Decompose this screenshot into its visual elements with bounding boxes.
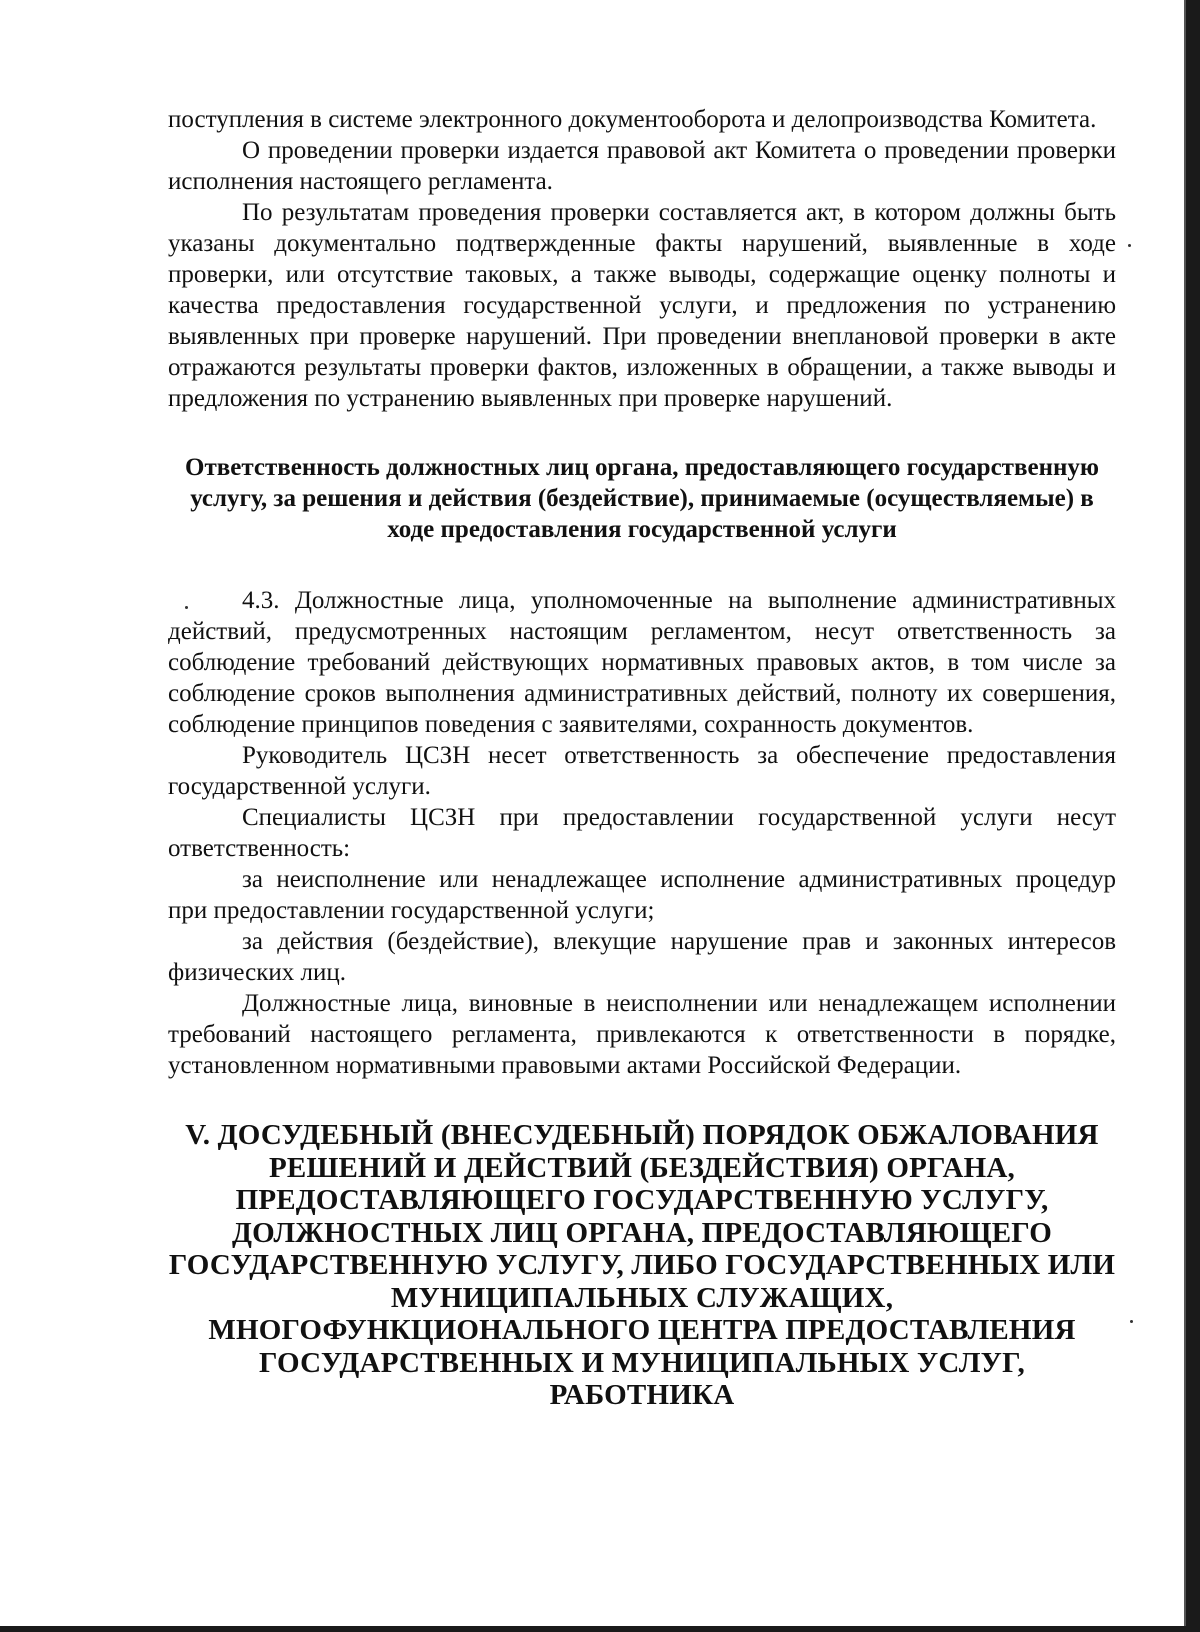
section-title: V. ДОСУДЕБНЫЙ (ВНЕСУДЕБНЫЙ) ПОРЯДОК ОБЖАЛОВАНИЯ РЕШЕНИЙ И ДЕЙСТВИЙ (БЕЗДЕЙСТВИЯ) ОРГАНА, ПРЕДОСТАВЛЯЮЩЕГО ГОСУДАРСТВЕННУЮ УСЛУГУ, ДОЛЖНОСТНЫХ ЛИЦ ОРГАНА, ПРЕДОСТАВЛЯЮЩЕГО ГОСУДАРСТВЕННУЮ УСЛУГУ, ЛИБО ГОСУДАРСТВЕННЫХ ИЛИ МУНИЦИПАЛЬНЫХ СЛУЖАЩИХ, МНОГОФУНКЦИОНАЛЬНОГО ЦЕНТРА ПРЕДОСТАВЛЕНИЯ ГОСУДАРСТВЕННЫХ И МУНИЦИПАЛЬНЫХ УСЛУГ, РАБОТНИКА [168, 1119, 1116, 1411]
intro-paragraph: поступления в системе электронного документооборота и делопроизводства Комитета. [168, 106, 1097, 133]
scan-speck [1130, 1320, 1133, 1323]
document-page [168, 104, 1116, 1412]
scan-speck [185, 606, 188, 609]
body-paragraph: за действия (бездействие), влекущие нарушение прав и законных интересов физических лиц. [168, 928, 1116, 986]
subsection-heading: Ответственность должностных лиц органа, предоставляющего государственную услугу, за решения и действия (бездействие), принимаемые (осуществляемые) в ходе предоставления государственной услуги [185, 454, 1099, 543]
intro-paragraph: О проведении проверки издается правовой акт Комитета о проведении проверки исполнения настоящего регламента. [168, 137, 1116, 195]
scan-speck [1128, 244, 1131, 247]
body-paragraph: 4.3. Должностные лица, уполномоченные на выполнение административных действий, предусмотренных настоящим регламентом, несут ответственность за соблюдение требований действующих нормативных правовых актов, в том числе за соблюдение сроков выполнения административных действий, полноту их совершения, соблюдение принципов поведения с заявителями, сохранность документов. [168, 587, 1116, 738]
scan-border [1186, 0, 1200, 1632]
scan-border [0, 1626, 1200, 1632]
intro-paragraph: По результатам проведения проверки составляется акт, в котором должны быть указаны документально подтвержденные факты нарушений, выявленные в ходе проверки, или отсутствие таковых, а также выводы, содержащие оценку полноты и качества предоставления государственной услуги, и предложения по устранению выявленных при проверке нарушений. При проведении внеплановой проверки в акте отражаются результаты проверки фактов, изложенных в обращении, а также выводы и предложения по устранению выявленных при проверке нарушений. [168, 199, 1116, 412]
body-paragraph: Специалисты ЦСЗН при предоставлении государственной услуги несут ответственность: [168, 804, 1116, 862]
body-paragraph: Руководитель ЦСЗН несет ответственность за обеспечение предоставления государственной услуги. [168, 742, 1116, 800]
body-paragraph: за неисполнение или ненадлежащее исполнение административных процедур при предоставлении государственной услуги; [168, 866, 1116, 924]
body-paragraph: Должностные лица, виновные в неисполнении или ненадлежащем исполнении требований настоящего регламента, привлекаются к ответственности в порядке, установленном нормативными правовыми актами Российской Федерации. [168, 990, 1116, 1079]
